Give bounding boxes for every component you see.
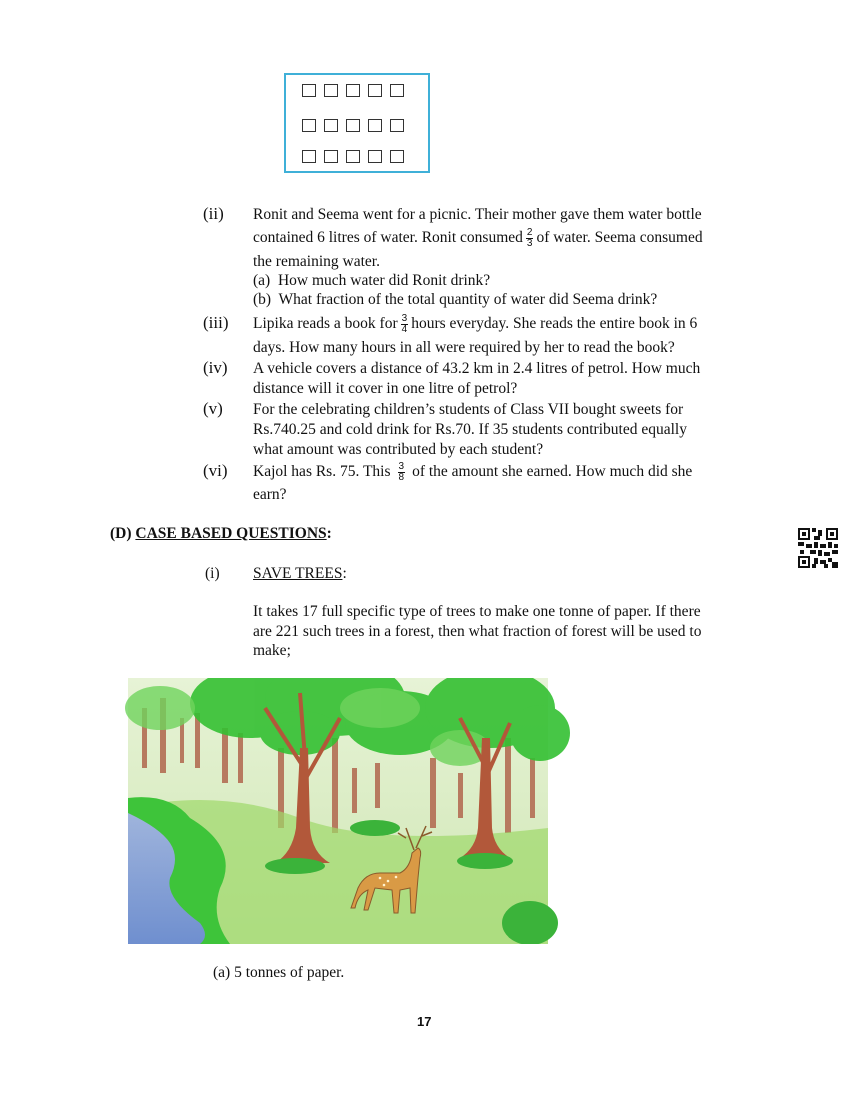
numerator: 2 xyxy=(526,226,533,238)
box-row xyxy=(302,84,404,97)
square-icon xyxy=(302,119,316,132)
question-text: distance will it cover in one litre of petrol? xyxy=(253,380,518,397)
page-number: 17 xyxy=(417,1014,432,1029)
sub-question-a: (a) How much water did Ronit drink? xyxy=(253,272,491,289)
square-icon xyxy=(390,119,404,132)
square-icon xyxy=(324,84,338,97)
question-text: A vehicle covers a distance of 43.2 km in 2.4 litres of petrol. How much xyxy=(253,360,701,377)
denominator: 3 xyxy=(526,237,533,249)
case-title-colon: : xyxy=(342,565,347,582)
square-icon xyxy=(346,150,360,163)
question-text: Rs.740.25 and cold drink for Rs.70. If 35 students contributed equally xyxy=(253,421,687,438)
fraction xyxy=(526,228,534,249)
case-paragraph: make; xyxy=(253,642,291,659)
square-icon xyxy=(346,84,360,97)
case-title-text: SAVE TREES xyxy=(253,565,343,582)
text-span: contained 6 litres of water. Ronit consumed xyxy=(253,229,523,246)
question-text: the remaining water. xyxy=(253,253,380,270)
square-icon xyxy=(368,150,382,163)
square-icon xyxy=(324,150,338,163)
text-span: Kajol has Rs. 75. This xyxy=(253,463,391,480)
text-span: of the amount she earned. How much did she xyxy=(412,463,693,480)
square-icon xyxy=(302,150,316,163)
question-text: For the celebrating children’s students of Class VII bought sweets for xyxy=(253,401,684,418)
numerator: 3 xyxy=(401,312,408,324)
square-icon xyxy=(302,84,316,97)
square-icon xyxy=(368,84,382,97)
fraction xyxy=(401,314,409,335)
question-text xyxy=(253,313,697,335)
question-number: (iv) xyxy=(203,358,228,377)
question-text: days. How many hours in all were required by her to read the book? xyxy=(253,339,675,356)
sub-question-b: (b) What fraction of the total quantity of water did Seema drink? xyxy=(253,291,658,308)
question-text: Ronit and Seema went for a picnic. Their mother gave them water bottle xyxy=(253,206,702,223)
text-span: hours everyday. She reads the entire book in 6 xyxy=(411,315,698,332)
qr-code-icon[interactable] xyxy=(798,528,838,568)
question-text: what amount was contributed by each student? xyxy=(253,441,544,458)
case-number: (i) xyxy=(205,565,220,582)
section-title: CASE BASED QUESTIONS xyxy=(135,525,327,542)
section-colon: : xyxy=(326,525,332,542)
case-title xyxy=(253,563,347,585)
box-row xyxy=(302,119,404,132)
square-icon xyxy=(324,119,338,132)
case-option-a: (a) 5 tonnes of paper. xyxy=(213,964,345,981)
question-number: (vi) xyxy=(203,461,228,480)
case-paragraph: are 221 such trees in a forest, then what fraction of forest will be used to xyxy=(253,623,702,640)
denominator: 4 xyxy=(401,323,408,335)
question-number: (iii) xyxy=(203,313,229,332)
text-span: Lipika reads a book for xyxy=(253,315,398,332)
question-text xyxy=(253,461,692,483)
square-icon xyxy=(390,84,404,97)
case-paragraph: It takes 17 full specific type of trees to make one tonne of paper. If there xyxy=(253,603,701,620)
square-icon xyxy=(368,119,382,132)
square-icon xyxy=(390,150,404,163)
question-text xyxy=(253,227,703,249)
fraction xyxy=(398,462,406,483)
numerator: 3 xyxy=(398,460,405,472)
box-grid-figure xyxy=(284,73,430,173)
text-span: of water. Seema consumed xyxy=(536,229,703,246)
question-number: (ii) xyxy=(203,204,224,223)
box-row xyxy=(302,150,404,163)
square-icon xyxy=(346,119,360,132)
forest-deer-illustration xyxy=(100,678,571,944)
section-prefix: (D) xyxy=(110,525,132,542)
question-number: (v) xyxy=(203,399,223,418)
denominator: 8 xyxy=(398,471,405,483)
section-heading xyxy=(110,525,332,543)
question-text: earn? xyxy=(253,486,287,503)
